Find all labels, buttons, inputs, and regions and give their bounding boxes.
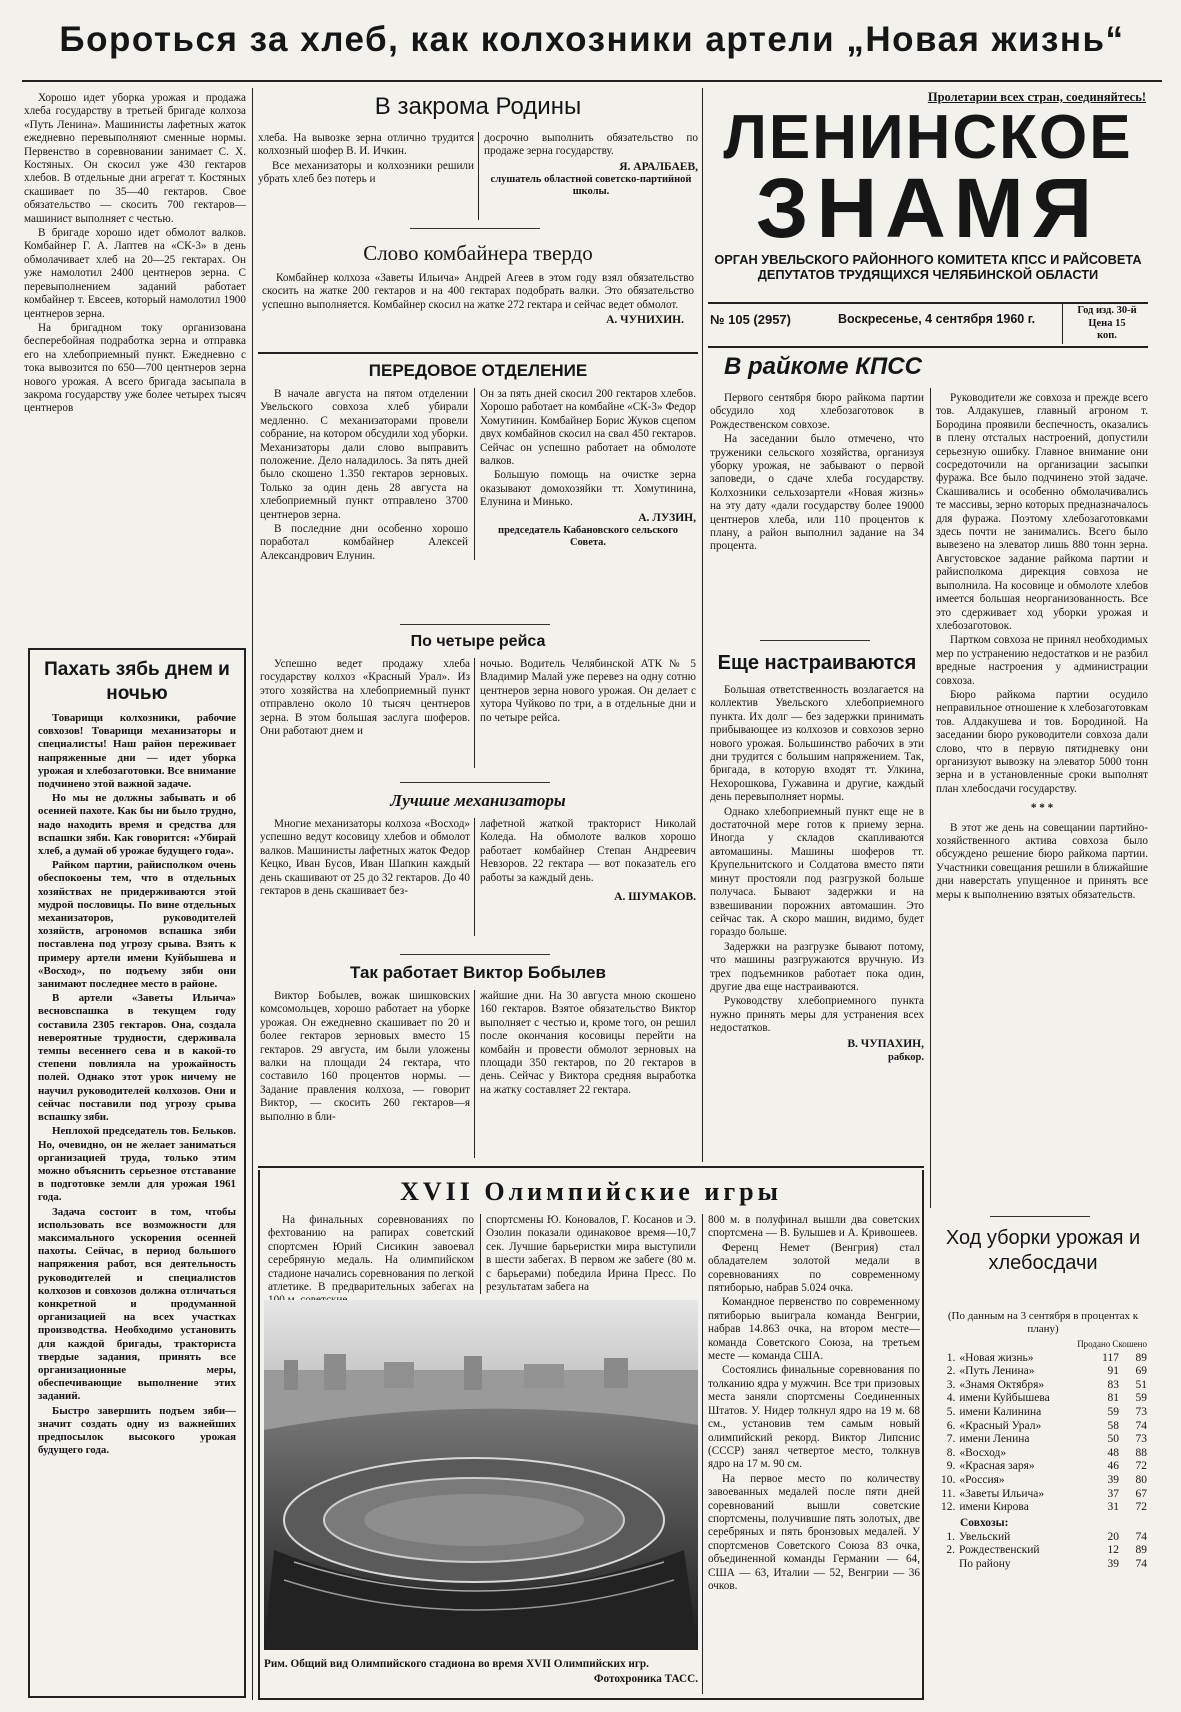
masthead-organ: ОРГАН УВЕЛЬСКОГО РАЙОННОГО КОМИТЕТА КПСС И РАЙСОВЕТА ДЕПУТАТОВ ТРУДЯЩИХСЯ ЧЕЛЯБИНСКОЙ ОБЛАСТИ: [714, 252, 1142, 282]
row-value-mowed: 72: [1135, 1501, 1147, 1514]
progress-row: [940, 1365, 1148, 1379]
row-name: имени Кирова: [959, 1501, 1029, 1514]
olympics-col3-p4: Состоялись финальные соревнования по толканию ядра у мужчин. Все три призовых места заняли спортсмены Соединенных Штатов. У. Нидер толкнул ядро на 19 м. 68 см., установив тем самым новый олимпийский рекорд. Виктор Липснис (СССР) занял четвертое место, толкнув ядро на 17 м. 90 см.: [708, 1364, 920, 1471]
progress-col-b-header: Скошено: [1112, 1339, 1147, 1349]
row-number: 2.: [946, 1365, 956, 1378]
peredovoe-col1: [260, 388, 468, 564]
nastraivayutsya-p1: Большая ответственность возлагается на коллектив Увельского хлебоприемного пункта. Их долг — без задержки принимать прибывающее из колхозов и совхозов зерно нового урожая. Большинство рабочих в эти дни трудится с большим напряжением. Так, бригада, в которую входят тт. Улкина, Нехорошкова, Гужавина и другие, каждый день перевыполняет нормы.: [710, 684, 924, 804]
row-value-mowed: 74: [1135, 1557, 1147, 1570]
nastraivayutsya-p4: Руководству хлебоприемного пункта нужно принять меры для устранения всех недостатков.: [710, 995, 924, 1035]
row-name: «Красный Урал»: [959, 1419, 1042, 1432]
bobylev-col1: [260, 990, 470, 1125]
olympics-col2: [486, 1214, 696, 1295]
slovo-signature: А. ЧУНИХИН.: [606, 314, 684, 327]
divider-2: [258, 352, 698, 354]
row-number: 2.: [946, 1544, 955, 1557]
slovo-text: [262, 272, 694, 328]
nastraivayutsya-text: [710, 684, 924, 1064]
row-value-mowed: 89: [1135, 1544, 1147, 1557]
raikom-col2-p2: Партком совхоза не принял необходимых мер по устранению недостатков и не разбил вредные настроения у администрации совхоза.: [936, 634, 1148, 687]
row-value-sold: 81: [1107, 1392, 1119, 1405]
row-name: имени Ленина: [959, 1433, 1030, 1446]
raikom-stars: * * *: [1030, 802, 1054, 815]
progress-row: [940, 1352, 1148, 1366]
progress-row: [940, 1379, 1148, 1393]
peredovoe-rule: [474, 388, 475, 560]
row-number: 6.: [946, 1419, 956, 1432]
row-number: 10.: [941, 1473, 956, 1486]
zyab-p2: Но мы не должны забывать и об осенней пахоте. Как бы ни было трудно, надо находить время и средства для вспашки зяби. Как говорится: «Убирай хлеб, а думай об урожае будущего года».: [38, 792, 236, 858]
progress-sovhozy-label: Совхозы:: [960, 1516, 1009, 1529]
row-value-sold: 50: [1107, 1433, 1119, 1446]
photo-caption: [264, 1658, 698, 1686]
olympics-col1: [268, 1214, 474, 1309]
row-value-sold: 20: [1107, 1530, 1119, 1543]
column-rule-2: [702, 88, 703, 1162]
raikom-col2-p3: Бюро райкома партии осудило неправильное отношение к хлебозаготовкам тов. Алдакушева и тов. Бородиной. На заседании бюро руководители совхоза дали слово, что в первую пятидневку они организуют вывозку на элеватор 5000 тонн зерна и в установленные сроки выполнят план хлебосдачи государству.: [936, 688, 1148, 795]
mehanizatory-title: Лучшие механизаторы: [390, 791, 566, 810]
banner-headline: Бороться за хлеб, как колхозники артели „Новая жизнь“: [59, 20, 1125, 59]
progress-row: [940, 1392, 1148, 1406]
row-value-mowed: 73: [1135, 1433, 1147, 1446]
progress-sovhozy-rows: [940, 1531, 1148, 1572]
progress-note: (По данным на 3 сентября в процентах к плану): [947, 1310, 1139, 1335]
progress-table-grid: [940, 1338, 1148, 1352]
row-value-sold: 12: [1107, 1544, 1119, 1557]
zakroma-col1-p1: хлеба. На вывозке зерна отлично трудится колхозный шофер В. И. Ичкин.: [258, 132, 474, 158]
column-rule-1: [252, 88, 253, 1700]
left-article-p2: В бригаде хорошо идет обмолот валков. Комбайнер Г. А. Лаптев на «СК-3» в день обмолачивает хлеб на 20—25 гектарах. Он уже намолотил 2400 центнеров зерна. С перевыполнением заданий работает комбайнер т. Евсеев, который намолотил 1900 центнеров зерна.: [24, 227, 246, 320]
row-number: 5.: [946, 1405, 956, 1418]
raikom-col1-p1: Первого сентября бюро райкома партии обсудило ход хлебозаготовок в Рождественском совхозе.: [710, 392, 924, 431]
banner-rule: [22, 80, 1162, 82]
raikom-col1: [710, 392, 924, 555]
bobylev-col2: [480, 990, 696, 1098]
raikom-col2: [936, 392, 1148, 903]
row-value-sold: 37: [1107, 1487, 1119, 1500]
row-name: «Красная заря»: [959, 1460, 1035, 1473]
progress-title: Ход уборки урожая и хлебосдачи: [945, 1227, 1141, 1274]
row-value-sold: 31: [1107, 1501, 1119, 1514]
progress-table: [940, 1338, 1148, 1572]
row-number: 9.: [946, 1460, 956, 1473]
column-rule-3: [930, 388, 931, 1208]
divider-5: [400, 954, 550, 955]
progress-header-row: [940, 1338, 1148, 1352]
row-number: 7.: [946, 1433, 956, 1446]
divider-1: [410, 228, 540, 229]
raikom-col2-p4: В этот же день на совещании партийно-хозяйственного актива совхоза было обсуждено решение бюро райкома партии. Участники совещания решили в ближайшие дни наверстать упущенное и принять все меры к выполнению взятых обязательств.: [936, 821, 1148, 901]
zakroma-signature: Я. АРАЛБАЕВ,: [619, 160, 698, 173]
mehanizatory-col1: [260, 818, 470, 899]
zyab-p6: Задача состоит в том, чтобы использовать все возможности для максимального ускорения осенней пахоты. Сейчас, в период большого напряжения работ, вся деятельность руководителей и специалистов колхозов и совхозов должна отличаться конкретной и продуманной организацией на всех участках производства. Необходимо установить для каждой бригады, тракториста твердые задания, принять все организационные меры, обеспечивающие выполнение этих заданий.: [38, 1205, 236, 1403]
zyab-p3: Райком партии, райисполком очень обеспокоены тем, что в отдельных хозяйствах не придерживаются этой мудрой пословицы. По вине отдельных механизаторов, руководителей хозяйств, агрономов вспашка зяби поставлена под угрозу срыва. Взять к примеру артели имени Куйбышева и «Восход», по подъему зяби они занимают последнее место в районе.: [38, 859, 236, 991]
raikom-title: В райкоме КПСС: [724, 353, 922, 380]
zakroma-title: В закрома Родины: [374, 93, 582, 120]
peredovoe-col1-p1: В начале августа на пятом отделении Увельского совхоза хлеб убирали медленно. С механизаторами провели собрание, на котором обсудили ход уборки. Механизаторы дали слово выправить положение. Дело наладилось. За пять дней было скошено 1.350 гектаров зерновых. Только за один день 28 августа на хлебоприемный пункт отправлено 3700 центнеров зерна.: [260, 388, 468, 521]
row-value-sold: 59: [1107, 1405, 1119, 1418]
row-name: «Путь Ленина»: [959, 1365, 1035, 1378]
peredovoe-col2-p2: Большую помощь на очистке зерна оказывают домохозяйки тт. Хомутинина, Елунина и Минько.: [480, 469, 696, 509]
olympics-col3: [708, 1214, 920, 1594]
progress-sovhoz-row: [940, 1544, 1148, 1558]
olympics-col3-p2: Ференц Немет (Венгрия) стал обладателем золотой медали в соревнованиях по современному пятиборью, набрав 5.024 очка.: [708, 1241, 920, 1295]
olympics-rule-top: [258, 1166, 924, 1168]
olympics-col3-p1: 800 м. в полуфинал вышли два советских спортсмена — В. Булышев и А. Кривошеев.: [708, 1214, 920, 1240]
zakroma-rule: [478, 132, 479, 220]
mehanizatory-rule: [474, 818, 475, 936]
row-number: [940, 1558, 958, 1572]
reysa-col2: [480, 658, 696, 726]
masthead-rule-bottom: [708, 346, 1148, 348]
reysa-col1: [260, 658, 470, 739]
masthead-rule-top: [708, 302, 1148, 304]
nastraivayutsya-p2: Однако хлебоприемный пункт еще не в достаточной мере готов к приему зерна. Иногда у складов скапливаются автомашины. Машины шоферов тт. Крупельнитского и Солдатова вместо пяти минут простояли под разгрузкой больше получаса. Бывают задержки и на взвешивании порожних автомашин. Это сейчас так. А скоро машин, видимо, будет гораздо больше.: [710, 805, 924, 939]
bobylev-col1-p1: Виктор Бобылев, вожак шишковских комсомольцев, хорошо работает на уборке урожая. Он ежедневно скашивает по 20 и более гектаров зерновых вместо 15 гектаров. 29 августа, им были уложены валки на площади 24 гектара, что составило 160 процентов нормы. — Задание правления колхоза, — говорит Виктор, — скосить 260 гектаров—я выполню в бли-: [260, 990, 470, 1123]
nastraivayutsya-signature: В. ЧУПАХИН,: [847, 1037, 924, 1050]
row-value-mowed: 89: [1135, 1351, 1147, 1364]
divider-4: [400, 782, 550, 783]
row-value-sold: 39: [1107, 1473, 1119, 1486]
reysa-col1-p1: Успешно ведет продажу хлеба государству колхоз «Красный Урал». Из этого хозяйства на хлебоприемный пункт отправлено около 10 тысяч центнеров зерна. В этом большая заслуга шоферов. Они работают днем и: [260, 658, 470, 738]
reysa-title: По четыре рейса: [410, 633, 546, 650]
peredovoe-col2-p1: Он за пять дней скосил 200 гектаров хлебов. Хорошо работает на комбайне «СК-3» Федор Хомутинин. Комбайнер Борис Жуков сцепом двух комбайнов скосил на свал 450 гектаров. Сейчас он успешно работает на обмолоте валков.: [480, 388, 696, 468]
bobylev-rule: [474, 990, 475, 1158]
peredovoe-signature-sub: председатель Кабановского сельского Совета.: [498, 525, 678, 549]
zyab-p4: В артели «Заветы Ильича» весновспашка в текущем году составила 2305 гектаров. Она, создала невероятные трудности, сдерживала темпы весеннего сева и в какой-то степени повлияла на урожайность полей. Однако этот урок ничему не научил руководителей колхозов. Они и сейчас поставили под угрозу срыва вспашку зяби.: [38, 992, 236, 1124]
row-name: По району: [959, 1557, 1011, 1570]
row-value-mowed: 74: [1135, 1530, 1147, 1543]
row-value-mowed: 73: [1135, 1405, 1147, 1418]
masthead-price-rule: [1062, 304, 1063, 344]
row-name: «Новая жизнь»: [959, 1351, 1034, 1364]
bobylev-col2-p1: жайшие дни. На 30 августа мною скошено 160 гектаров. Взятое обязательство Виктор выполняет с честью и, кроме того, он решил после окончания косовицы перейти на комбайн и провести обмолот зерновых на площади 350 гектаров, по 20 гектаров в день. Сейчас у Виктора средняя выработка на жатку составляет 22 гектара.: [480, 990, 696, 1096]
row-number: 1.: [946, 1351, 956, 1364]
olympics-col2-p1: спортсмены Ю. Коновалов, Г. Косанов и Э. Озолин показали одинаковое время—10,7 сек. Лучшие барьеристки мира выступили в шести забегах. В первом же забеге (80 м. с барьерами) победила Ирина Пресс. По результатам забега на: [486, 1214, 696, 1294]
row-value-mowed: 59: [1135, 1392, 1147, 1405]
row-value-sold: 48: [1107, 1446, 1119, 1459]
left-article-p1: Хорошо идет уборка урожая и продажа хлеба государству в третьей бригаде колхоза «Путь Ленина». Машинисты лафетных жаток ежедневно перевыполняют сменные нормы. Первенство в соревновании занимает С. Х. Костяных. Он скосил уже 430 гектаров хлебов. В отдельные дни агрегат т. Костяных скашивает по 35—40 гектаров. Свое обязательство — скосить 700 гектаров—машинист выполняет с честью.: [24, 92, 246, 225]
olympics-rule-2: [702, 1214, 703, 1694]
photo-caption-text: Рим. Общий вид Олимпийского стадиона во время XVII Олимпийских игр.: [264, 1658, 649, 1670]
row-name: «Россия»: [959, 1473, 1005, 1486]
reysa-rule: [474, 658, 475, 768]
row-value-mowed: 74: [1135, 1419, 1147, 1432]
row-value-mowed: 88: [1135, 1446, 1147, 1459]
zyab-text: [38, 712, 236, 1457]
divider-7: [990, 1216, 1090, 1217]
masthead-date: Воскресенье, 4 сентября 1960 г.: [838, 312, 1036, 326]
row-value-sold: 58: [1107, 1419, 1119, 1432]
slovo-title: Слово комбайнера твердо: [363, 241, 593, 265]
row-number: 8.: [946, 1446, 956, 1459]
olympics-title: XVII Олимпийские игры: [400, 1177, 782, 1206]
divider-6: [760, 640, 870, 641]
progress-row: [940, 1460, 1148, 1474]
mehanizatory-col2-p1: лафетной жаткой тракторист Николай Коледа. На обмолоте валков хорошо работает комбайнер Степан Андреевич Невзоров. 22 гектара — вот показатель его работы за каждый день.: [480, 818, 696, 884]
row-value-mowed: 67: [1135, 1487, 1147, 1500]
peredovoe-col1-p2: В последние дни особенно хорошо поработал комбайнер Алексей Александрович Елунин.: [260, 523, 468, 562]
divider-3: [400, 624, 550, 625]
zyab-box: [28, 648, 246, 1698]
zakroma-col1: [258, 132, 474, 188]
row-name: «Заветы Ильича»: [959, 1487, 1045, 1500]
row-name: Рождественский: [959, 1544, 1040, 1557]
row-value-mowed: 51: [1135, 1378, 1147, 1391]
nastraivayutsya-p3: Задержки на разгрузке бывают потому, что машины разгружаются вручную. Из трех подъемников работает пока один, другие два еще настраиваются.: [710, 940, 924, 993]
progress-sovhoz-row: [940, 1558, 1148, 1572]
progress-row: [940, 1433, 1148, 1447]
zyab-p1: Товарищи колхозники, рабочие совхозов! Товарищи механизаторы и специалисты! Наш район переживает напряженные дни — идет уборка урожая и хлебозаготовки. Все внимание подчинено этой важной задаче.: [38, 712, 236, 791]
masthead-price: Цена 15 коп.: [1088, 318, 1126, 341]
peredovoe-signature: А. ЛУЗИН,: [638, 511, 696, 524]
peredovoe-col2: [480, 388, 696, 549]
olympics-col3-p5: На первое место по количеству завоеванных медалей после пяти дней соревнований вышли советские спортсмены, получившие пять золотых, две серебряных и пять бронзовых медалей. У спортсменов Советского Союза 83 очка, объединенной команды Германии — 64, США — 63, Италии — 52, Венгрии — 36 очков.: [708, 1472, 920, 1592]
progress-row: [940, 1420, 1148, 1434]
row-value-mowed: 72: [1135, 1460, 1147, 1473]
photo-credit: Фотохроника ТАСС.: [593, 1673, 698, 1685]
bobylev-title: Так работает Виктор Бобылев: [350, 963, 606, 982]
mehanizatory-signature: А. ШУМАКОВ.: [614, 891, 696, 904]
row-number: 11.: [941, 1487, 956, 1500]
raikom-col2-p1: Руководители же совхоза и прежде всего тов. Алдакушев, главный агроном т. Бородина проявили беспечность, оказались в плену отсталых настроений, допустили серьезную ошибку. Главное внимание они сосредоточили на организации засыпки фуража. Все было подчинено этой задаче. Скашивались и особенно обмолачивались те массивы, зерно которых предназначалось для фуража. Поэтому хлебозаготовками здесь почти не занимались. Всего было вывезено на элеватор лишь 880 тонн зерна. Августовское задание райкома партии и райисполкома дирекция совхоза не выполнила. На косовице и обмолоте хлебов имеется большая неорганизованность. Все это сдерживает ход уборки урожая и хлебозаготовок.: [936, 392, 1148, 632]
zyab-p5: Неплохой председатель тов. Бельков. Но, очевидно, он не желает заниматься организацией труда, только этим можно объяснить серьезное отставание в подготовке земли для урожая 1961 года.: [38, 1125, 236, 1204]
masthead-slogan: Пролетарии всех стран, соединяйтесь!: [927, 90, 1146, 104]
nastraivayutsya-title: Еще настраиваются: [717, 652, 917, 674]
left-article-p3: На бригадном току организована бесперебойная подработка зерна и отправка его на хлебоприемный пункт. Ежедневно с тока вывозится по 650—700 центнеров зерна нового урожая. А всего бригада засыпала в закрома государству уже более четырех тысяч центнеров: [24, 321, 246, 415]
row-value-mowed: 69: [1135, 1365, 1147, 1378]
progress-col-a-header: Продано: [1077, 1339, 1111, 1349]
row-value-mowed: 80: [1135, 1473, 1147, 1486]
row-number: 4.: [946, 1392, 956, 1405]
olympics-col3-p3: Командное первенство по современному пятиборью выиграла команда Венгрии, набрав 14.863 очка, на втором месте—команда Советского Союза, на третьем месте — команда США.: [708, 1296, 920, 1363]
row-number: 12.: [941, 1501, 956, 1514]
raikom-col1-p2: На заседании было отмечено, что труженики сельского хозяйства, организуя уборку урожая, не забывают о первой заповеди, о сдаче хлеба государству. Колхозники сельхозартели «Новая жизнь» на эту дату «дали государству более 19000 центнеров хлеба, или 110 процентов к плану, а район выполнил задание на 34 процента.: [710, 433, 924, 553]
row-value-sold: 117: [1102, 1351, 1119, 1364]
row-number: 1.: [946, 1530, 955, 1543]
left-article: [24, 92, 246, 417]
row-name: «Знамя Октября»: [959, 1378, 1045, 1391]
row-value-sold: 83: [1107, 1378, 1119, 1391]
olympics-col1-p1: На финальных соревнованиях по фехтованию на рапирах советский спортсмен Юрий Сисикин завоевал серебряную медаль. На олимпийском стадионе начались соревнования по легкой атлетике. В предварительных забегах на: [268, 1214, 474, 1294]
row-value-sold: 46: [1107, 1460, 1119, 1473]
slovo-p1: Комбайнер колхоза «Заветы Ильича» Андрей Агеев в этом году взял обязательство скосить на жатке 200 гектаров и на 400 гектарах подобрать валки. Это обязательство успешно выполняется. Комбайнер скосил на жатке 272 гектара и сейчас ведет обмолот.: [262, 272, 694, 311]
row-number: 3.: [946, 1378, 956, 1391]
progress-row: [940, 1447, 1148, 1461]
masthead-year: Год изд. 30-й: [1077, 305, 1137, 316]
mehanizatory-col1-p1: Многие механизаторы колхоза «Восход» успешно ведут косовицу хлебов и обмолот валков. Машинисты лафетных жаток Федор Кецко, Иван Бусов, Иван Шапкин каждый день скашивают от 25 до 32 гектаров. До 40 гектаров в день скашивает без-: [260, 818, 470, 898]
mehanizatory-col2: [480, 818, 696, 904]
zyab-p7: Быстро завершить подъем зяби—значит создать одну из важнейших предпосылок высокого урожая будущего года.: [38, 1404, 236, 1457]
reysa-col2-p1: ночью. Водитель Челябинской АТК № 5 Владимир Малай уже перевез на одну сотню центнеров зерна нового урожая. Он делает с хутора Чуйково по три, а в отдельные дни и по четыре рейса.: [480, 658, 696, 724]
progress-row: [940, 1501, 1148, 1515]
row-value-sold: 91: [1107, 1365, 1119, 1378]
row-name: имени Куйбышева: [959, 1392, 1050, 1405]
row-name: имени Калинина: [959, 1405, 1042, 1418]
zakroma-col2: [484, 132, 698, 198]
row-name: Увельский: [959, 1530, 1011, 1543]
stadium-photo-image: [264, 1300, 698, 1650]
progress-rows: [940, 1352, 1148, 1515]
zakroma-col1-p2: Все механизаторы и колхозники решили убрать хлеб без потерь и: [258, 159, 474, 186]
zakroma-col2-p1: досрочно выполнить обязательство по продаже зерна государству.: [484, 132, 698, 158]
masthead-issue: № 105 (2957): [710, 312, 791, 327]
progress-sovhoz-row: [940, 1531, 1148, 1545]
zyab-title: Пахать зябь днем и ночью: [44, 659, 230, 704]
masthead-title-line2: ЗНАМЯ: [755, 161, 1101, 255]
progress-row: [940, 1488, 1148, 1502]
masthead-title-line1: ЛЕНИНСКОЕ: [723, 103, 1133, 172]
olympics-rule-1: [480, 1214, 481, 1294]
nastraivayutsya-signature-sub: рабкор.: [888, 1051, 924, 1063]
row-value-sold: 39: [1107, 1557, 1119, 1570]
peredovoe-title: ПЕРЕДОВОЕ ОТДЕЛЕНИЕ: [368, 361, 588, 380]
progress-row: [940, 1474, 1148, 1488]
olympics-rule-bottom: [258, 1698, 924, 1700]
zakroma-signature-sub: слушатель областной советско-партийной школы.: [490, 174, 692, 198]
stadium-photo: [264, 1300, 698, 1650]
progress-row: [940, 1406, 1148, 1420]
row-name: «Восход»: [959, 1446, 1007, 1459]
